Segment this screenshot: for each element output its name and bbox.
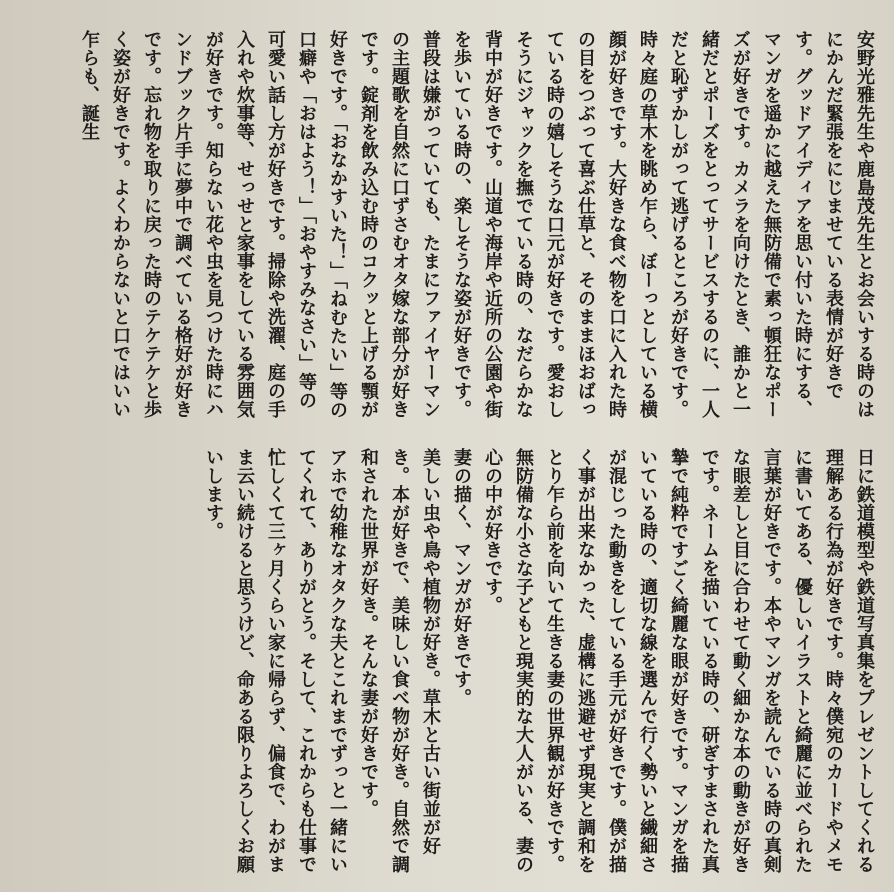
lower-text-block (12, 448, 880, 888)
lower-paragraph-2: 妻の描く、マンガが好きです。 (451, 448, 472, 707)
lower-paragraph-3: 美しい虫や鳥や植物が好き。草木と古い街並が好き。本が好きで、美味しい食べ物が好き。自然で調和された世界が好き。そんな妻が好きです。 (358, 448, 441, 874)
upper-text-block (12, 30, 880, 422)
upper-paragraph: 安野光雅先生や鹿島茂先生とお会いする時のはにかんだ緊張をにじませている表情が好きです。グッドアイディアを思い付いた時にする、マンガを遥かに越えた無防備で素っ頓狂なポーズが好きです。カメラを向けたとき、誰かと一緒だとポーズをとってサービスするのに、一人だと恥ずかしがって逃げるところが好きです。時々庭の草木を眺め乍ら、ぼーっとしている横顔が好きです。大好きな食べ物を口に入れた時の目をつぶって喜ぶ仕草と、そのままほおばっている時の嬉しそうな口元が好きです。愛おしそうにジャックを撫でている時の、なだらかな背中が好きです。山道や海岸や近所の公園や街を歩いている時の、楽しそうな姿が好きです。普段は嫌がっていても、たまにファイヤーマンの主題歌を自然に口ずさむオタ嫁な部分が好きです。錠剤を飲み込む時のコクッと上げる顎が好きです。「おなかすいた！」「ねむたい」等の口癖や「おはよう！」「おやすみなさい」等の可愛い話し方が好きです。掃除や洗濯、庭の手入れや炊事等、せっせと家事をしている雰囲気が好きです。知らない花や虫を見つけた時にハンドブック片手に夢中で調べている格好が好きです。忘れ物を取りに戻った時のテケテケと歩く姿が好きです。よくわからないと口ではいい乍らも、誕生 (79, 30, 875, 419)
lower-paragraph-1: 日に鉄道模型や鉄道写真集をプレゼントしてくれる理解ある行為が好きです。時々僕宛のカードやメモに書いてある、優しいイラストと綺麗に並べられた言葉が好きです。本やマンガを読んでいる時の真剣な眼差しと目に合わせて動く細かな本の動きが好きです。ネームを描いている時の、研ぎすまされた真摯で純粋ですごく綺麗な眼が好きです。マンガを描いている時の、適切な線を選んで行く勢いと繊細さが混じった動きをしている手元が好きです。僕が描く事が出来なかった、虚構に逃避せず現実と調和をとり乍ら前を向いて生きる妻の世界観が好きです。無防備な小さな子どもと現実的な大人がいる、妻の心の中が好きです。 (482, 448, 875, 874)
lower-paragraph-4: アホで幼稚なオタクな夫とこれまでずっと一緒にいてくれて、ありがとう。そして、これからも仕事で忙しくて三ヶ月くらい家に帰らず、偏食で、わがまま云い続けると思うけど、命ある限りよろしくお願いします。 (203, 448, 348, 874)
